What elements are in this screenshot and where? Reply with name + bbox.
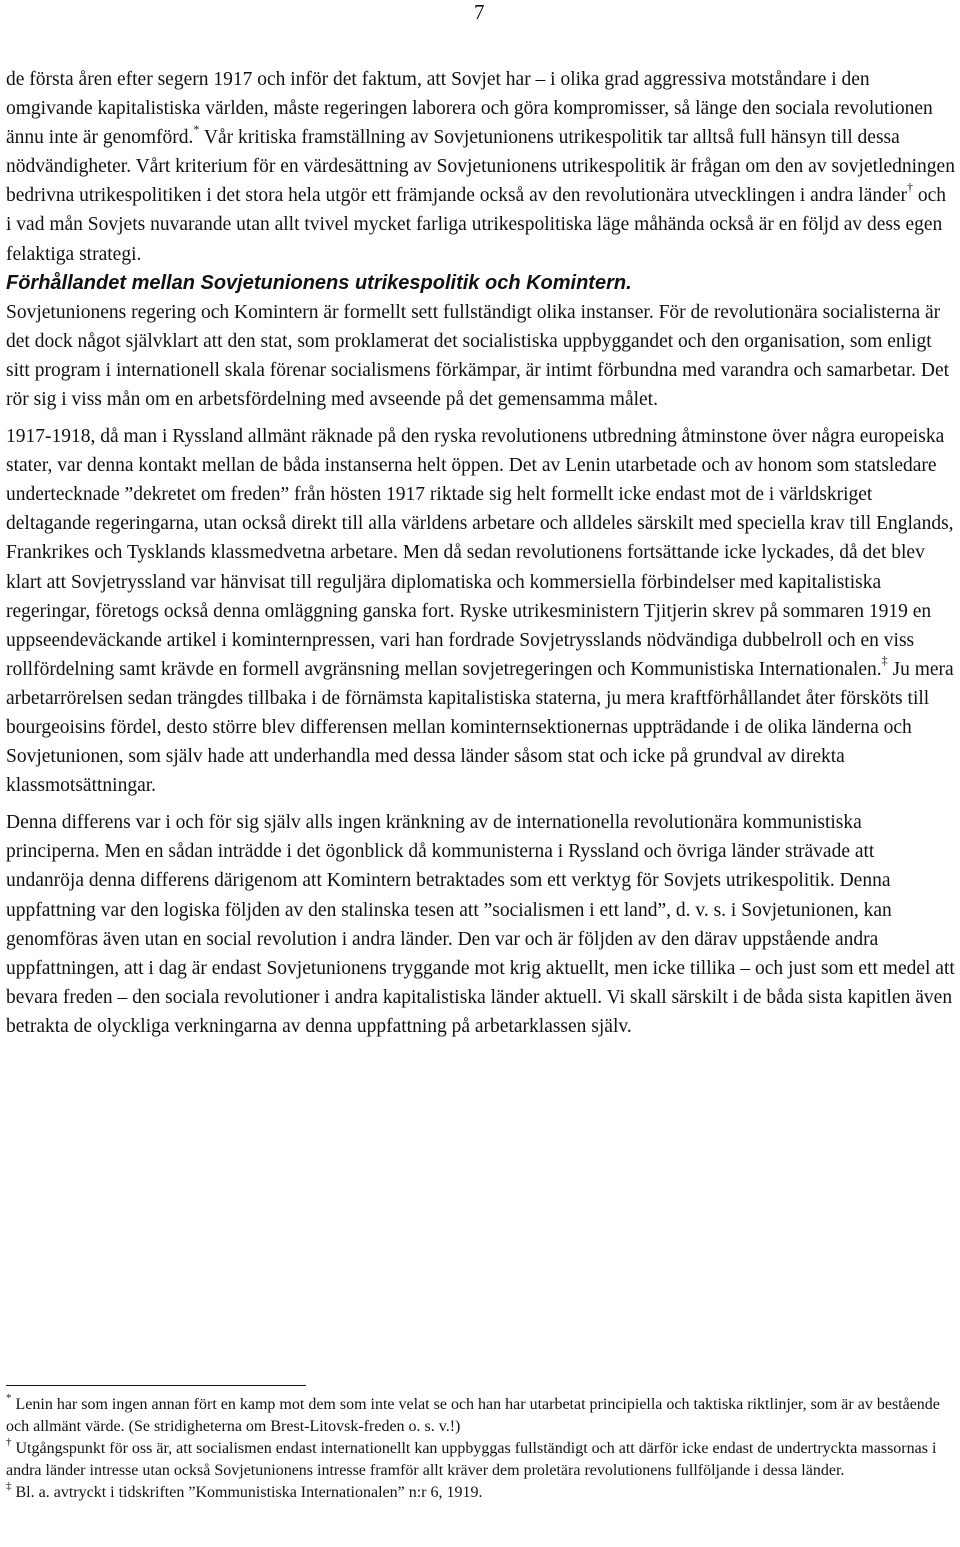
paragraph-3-text-a: 1917-1918, då man i Ryssland allmänt räknade på den ryska revolutionens utbredning åtminstone över några europeiska stater, var denna kontakt mellan de båda instanserna helt öppen. Det av Lenin utarbetade och av honom som statsledare undertecknade ”dekretet om freden” från hösten 1917 riktade sig helt formellt icke endast mot de i världskriget deltagande regeringarna, utan också direkt till alla världens arbetare och alldeles särskilt med speciella krav till Englands, Frankrikes och Tysklands klassmedvetna arbetare. Men då sedan revolutionens fortsättande icke lyckades, då det blev klart att Sovjetryssland var hänvisat till reguljära diplomatiska och kommersiella förbindelser med kapitalistiska regeringar, företogs också denna omläggning ganska fort. Ryske utrikesministern Tjitjerin skrev på sommaren 1919 en uppseendeväckande artikel i kominternpressen, vari han fordrade Sovjetrysslands nödvändiga dubbelroll och en viss rollfördelning samt krävde en formell avgränsning mellan sovjetregeringen och Kommunistiska Internationalen. (6, 426, 954, 680)
paragraph-3-text-b: Ju mera arbetarrörelsen sedan trängdes tillbaka i de förnämsta kapitalistiska staterna, ju mera kraftförhållandet åter försköts till bourgeoisins fördel, desto större blev differensen mellan kominternsektionernas uppträdande i de olika länderna och Sovjetunionen, som själv hade att underhandla med dessa länder såsom stat och icke på grundval av direkta klassmotsättningar. (6, 658, 954, 797)
footnote-ref-asterisk: * (193, 121, 200, 136)
footnote-ref-dagger: † (907, 179, 914, 194)
paragraph-3 (6, 422, 956, 800)
section-heading: Förhållandet mellan Sovjetunionens utrikespolitik och Komintern. (6, 271, 632, 294)
footnotes (6, 1385, 956, 1504)
page-number: 7 (474, 0, 485, 24)
footnote-3 (6, 1479, 956, 1504)
footnote-3-mark: ‡ (6, 1479, 12, 1492)
footnote-3-text: Bl. a. avtryckt i tidskriften ”Kommunistiska Internationalen” n:r 6, 1919. (11, 1484, 483, 1501)
footnote-1-mark: * (6, 1391, 12, 1404)
footnote-ref-double-dagger: ‡ (881, 653, 888, 668)
paragraph-1 (6, 65, 956, 269)
paragraph-1-text-c: och i vad mån Sovjets nuvarande utan allt tvivel mycket farliga utrikespolitiska läge måhända också är en följd av dess egen felaktiga strategi. (6, 185, 947, 265)
paragraph-4: Denna differens var i och för sig själv alls ingen kränkning av de internationella revolutionära kommunistiska principerna. Men en sådan inträdde i det ögonblick då kommunisterna i Ryssland och övriga länder strävade att undanröja denna differens därigenom att Komintern betraktades som ett verktyg för Sovjets utrikespolitik. Denna uppfattning var den logiska följden av den stalinska tesen att ”socialismen i ett land”, d. v. s. i Sovjetunionen, kan genomföras även utan en social revolution i andra länder. Den var och är följden av den därav uppstående andra uppfattningen, att i dag är endast Sovjetunionens tryggande mot krig aktuellt, men icke tillika – och just som ett medel att bevara freden – den sociala revolutioner i andra kapitalistiska länder aktuell. Vi skall särskilt i de båda sista kapitlen även betrakta de olyckliga verkningarna av denna uppfattning på arbetarklassen själv. (6, 812, 955, 1037)
footnote-1-text: Lenin har som ingen annan fört en kamp mot dem som inte velat se och han har utarbetat principiella och taktiska riktlinjer, som är av bestående och allmänt värde. (Se stridigheterna om Brest-Litovsk-freden o. s. v.!) (6, 1396, 940, 1435)
footnote-2-text: Utgångspunkt för oss är, att socialismen endast internationellt kan uppbyggas fullständigt och att därför icke endast de undertryckta massornas i andra länder intresse utan också Sovjetunionens intresse framför allt kräver dem proletära revolutionens fullföljande i dessa länder. (6, 1440, 937, 1479)
paragraph-1-text-b: Vår kritiska framställning av Sovjetunionens utrikespolitik tar alltså full hänsyn till dessa nödvändigheter. Vårt kriterium för en värdesättning av Sovjetunionens utrikespolitik är frågan om den av sovjetledningen bedrivna utrikespolitiken i det stora hela utgör ett främjande också av den revolutionära utvecklingen i andra länder (6, 127, 955, 207)
paragraph-1-text-a: de första åren efter segern 1917 och inför det faktum, att Sovjet har – i olika grad aggressiva motståndare i den omgivande kapitalistiska världen, måste regeringen laborera och göra kompromisser, så länge den sociala revolutionen ännu inte är genomförd. (6, 69, 933, 149)
footnote-2-mark: † (6, 1435, 12, 1448)
paragraph-2: Sovjetunionens regering och Komintern är formellt sett fullständigt olika instanser. För de revolutionära socialisterna är det dock något självklart att den stat, som proklamerat det socialistiska uppbyggandet och den organisation, som enligt sitt program i internationell skala förenar socialismens förkämpar, är intimt förbundna med varandra och samarbetar. Det rör sig i viss mån om en arbetsfördelning med avseende på det gemensamma målet. (6, 301, 950, 410)
footnote-1 (6, 1391, 956, 1438)
document-body (6, 65, 956, 1041)
footnote-separator (6, 1385, 306, 1386)
footnote-2 (6, 1435, 956, 1482)
